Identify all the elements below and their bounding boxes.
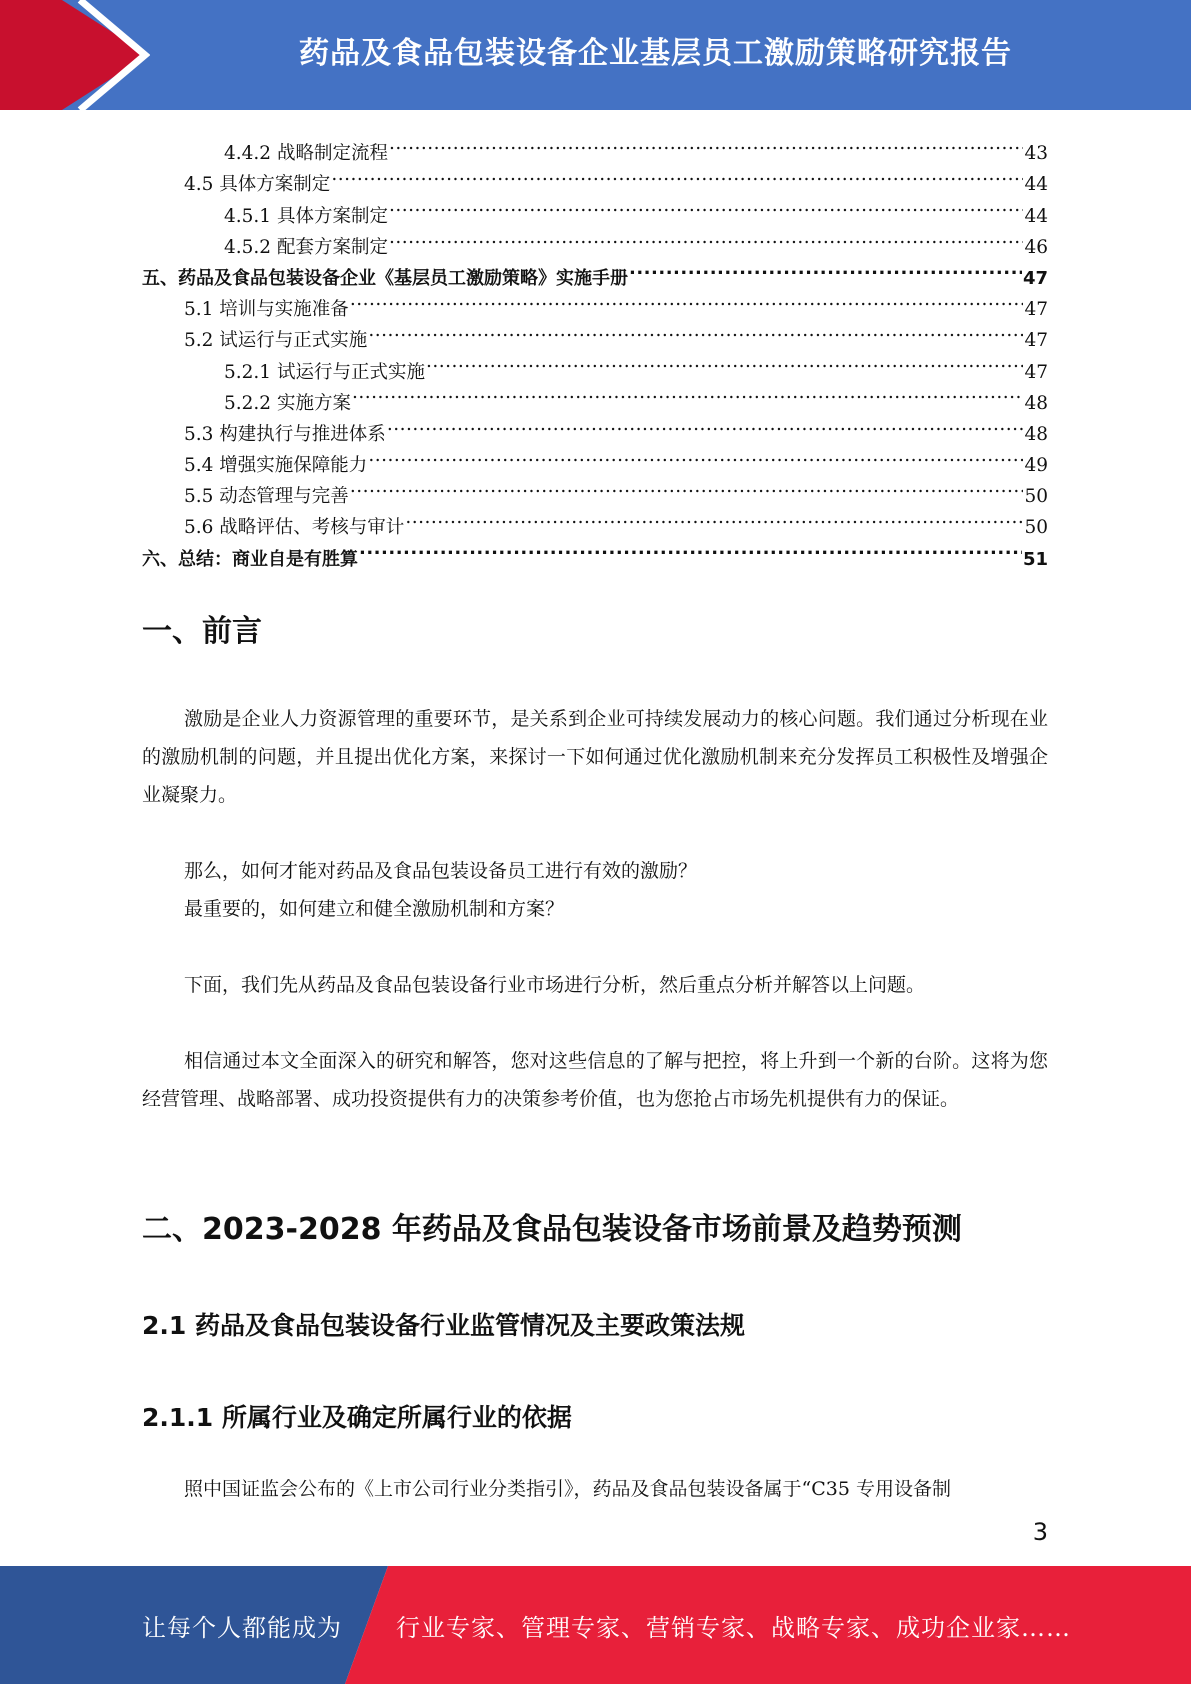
toc-leader-dots bbox=[359, 533, 1022, 564]
footer-slogan-left: 让每个人都能成为 bbox=[142, 1613, 342, 1642]
toc-leader-dots bbox=[352, 378, 1024, 409]
toc-entry-label: 5.2.2 实施方案 bbox=[224, 392, 351, 414]
subsection-heading-2-1: 2.1 药品及食品包装设备行业监管情况及主要政策法规 bbox=[142, 1311, 745, 1340]
header-banner bbox=[0, 0, 1191, 110]
toc-entry[interactable] bbox=[142, 128, 1048, 165]
toc-entry-page: 44 bbox=[1024, 205, 1048, 227]
table-of-contents bbox=[142, 128, 1048, 570]
toc-leader-dots bbox=[350, 471, 1024, 502]
toc-entry-page: 48 bbox=[1024, 423, 1048, 445]
toc-entry-label: 4.5.1 具体方案制定 bbox=[224, 205, 388, 227]
toc-entry-page: 47 bbox=[1024, 299, 1048, 321]
toc-entry-label: 5.3 构建执行与推进体系 bbox=[184, 423, 386, 445]
toc-leader-dots bbox=[387, 409, 1024, 440]
toc-entry-label: 5.2 试运行与正式实施 bbox=[184, 330, 368, 352]
preface-question-1: 那么，如何才能对药品及食品包装设备员工进行有效的激励？ bbox=[184, 860, 698, 882]
toc-leader-dots bbox=[426, 346, 1023, 377]
footer-slogan-right: 行业专家、管理专家、营销专家、战略专家、成功企业家…… bbox=[396, 1613, 1071, 1642]
toc-leader-dots bbox=[629, 253, 1022, 284]
report-title: 药品及食品包装设备企业基层员工激励策略研究报告 bbox=[299, 36, 1012, 71]
toc-entry-page: 50 bbox=[1024, 517, 1048, 539]
toc-leader-dots bbox=[405, 502, 1023, 533]
toc-entry-label: 5.5 动态管理与完善 bbox=[184, 486, 349, 508]
toc-entry-page: 43 bbox=[1024, 143, 1048, 165]
header-arrow-decoration bbox=[0, 0, 150, 110]
toc-leader-dots bbox=[389, 222, 1023, 253]
toc-entry-label: 五、药品及食品包装设备企业《基层员工激励策略》实施手册 bbox=[142, 267, 628, 289]
toc-entry-page: 49 bbox=[1024, 455, 1048, 477]
toc-entry-label: 5.6 战略评估、考核与审计 bbox=[184, 517, 405, 539]
toc-entry-label: 4.4.2 战略制定流程 bbox=[224, 143, 388, 165]
section-heading-market: 二、2023-2028 年药品及食品包装设备市场前景及趋势预测 bbox=[142, 1212, 962, 1247]
toc-leader-dots bbox=[368, 440, 1023, 471]
toc-entry-page: 47 bbox=[1022, 267, 1048, 289]
toc-entry-label: 5.4 增强实施保障能力 bbox=[184, 455, 368, 477]
preface-paragraph-1: 激励是企业人力资源管理的重要环节，是关系到企业可持续发展动力的核心问题。我们通过分析现在业的激励机制的问题，并且提出优化方案，来探讨一下如何通过优化激励机制来充分发挥员工积极性及增强企业凝聚力。 bbox=[142, 708, 1048, 806]
toc-entry-label: 六、总结：商业自是有胜算 bbox=[142, 548, 358, 570]
toc-leader-dots bbox=[389, 128, 1023, 159]
toc-entry-page: 51 bbox=[1022, 548, 1048, 570]
toc-leader-dots bbox=[389, 190, 1023, 221]
toc-leader-dots bbox=[350, 284, 1024, 315]
toc-entry-label: 5.2.1 试运行与正式实施 bbox=[224, 361, 425, 383]
toc-entry-label: 5.1 培训与实施准备 bbox=[184, 299, 349, 321]
toc-entry-page: 47 bbox=[1024, 330, 1048, 352]
preface-question-2: 最重要的，如何建立和健全激励机制和方案？ bbox=[184, 898, 565, 920]
industry-paragraph: 照中国证监会公布的《上市公司行业分类指引》，药品及食品包装设备属于“C35 专用设备制 bbox=[184, 1478, 951, 1500]
toc-entry-page: 47 bbox=[1024, 361, 1048, 383]
toc-leader-dots bbox=[331, 159, 1023, 190]
toc-entry-page: 44 bbox=[1024, 174, 1048, 196]
toc-leader-dots bbox=[368, 315, 1023, 346]
section-heading-preface: 一、前言 bbox=[142, 614, 262, 649]
preface-paragraph-3: 相信通过本文全面深入的研究和解答，您对这些信息的了解与把控，将上升到一个新的台阶。这将为您经营管理、战略部署、成功投资提供有力的决策参考价值，也为您抢占市场先机提供有力的保证。 bbox=[142, 1050, 1048, 1110]
subsection-heading-2-1-1: 2.1.1 所属行业及确定所属行业的依据 bbox=[142, 1403, 572, 1432]
toc-entry-label: 4.5.2 配套方案制定 bbox=[224, 236, 388, 258]
preface-paragraph-2: 下面，我们先从药品及食品包装设备行业市场进行分析，然后重点分析并解答以上问题。 bbox=[184, 974, 926, 996]
toc-entry-page: 50 bbox=[1024, 486, 1048, 508]
page-number: 3 bbox=[1032, 1518, 1048, 1546]
toc-entry-label: 4.5 具体方案制定 bbox=[184, 174, 331, 196]
toc-entry-page: 48 bbox=[1024, 392, 1048, 414]
toc-entry-page: 46 bbox=[1024, 236, 1048, 258]
footer-banner bbox=[0, 1566, 1191, 1684]
